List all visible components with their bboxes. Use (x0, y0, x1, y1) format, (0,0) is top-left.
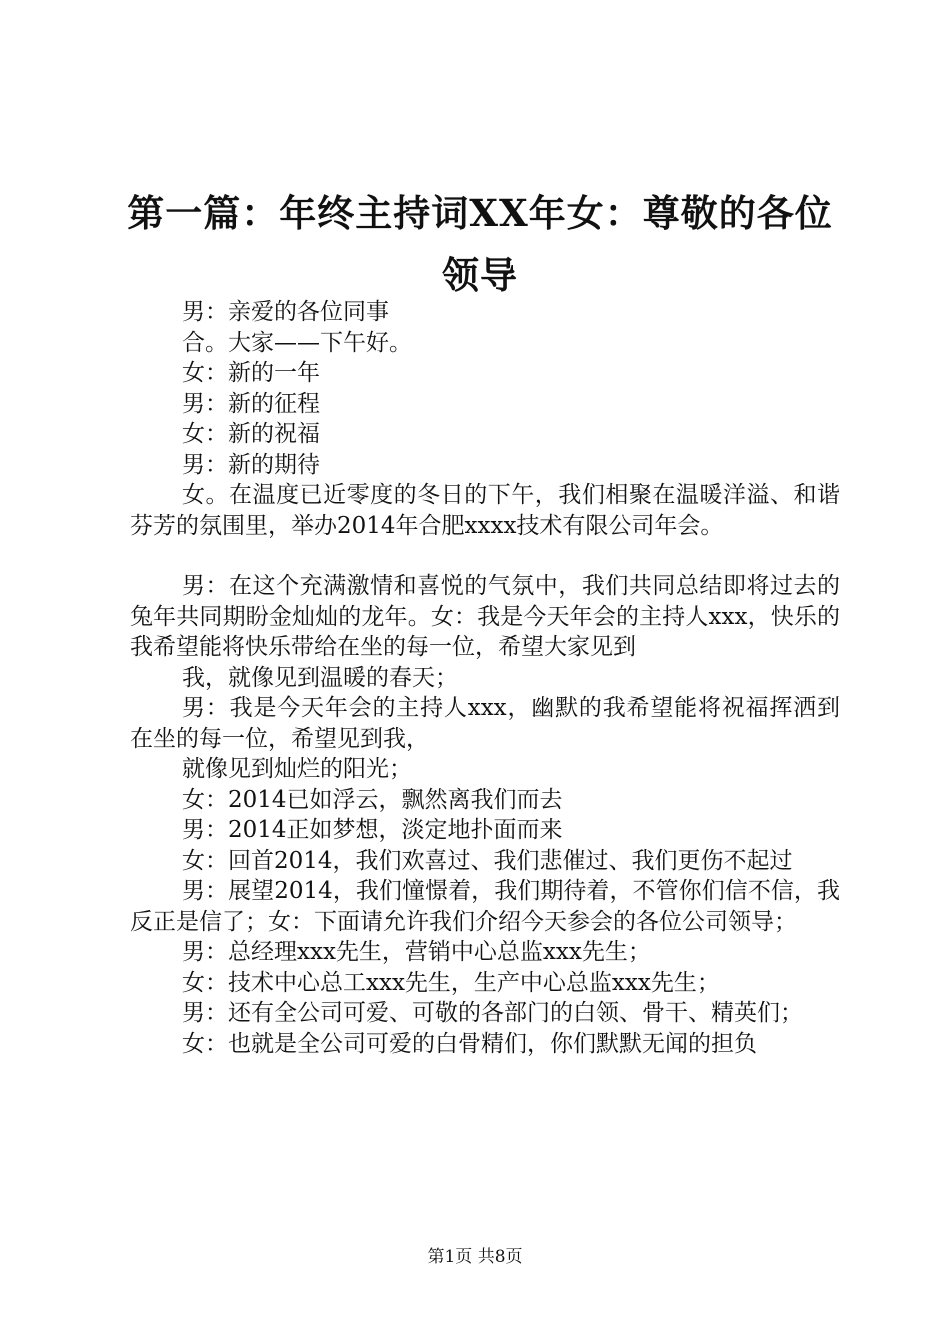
document-body (130, 297, 840, 1059)
paragraph: 就像见到灿烂的阳光； (182, 756, 412, 782)
paragraph: 女。在温度已近零度的冬日的下午，我们相聚在温暖洋溢、和谐芬芳的氛围里，举办2014年合肥xxxx技术有限公司年会。 (130, 482, 840, 539)
paragraph: 男：总经理xxx先生，营销中心总监xxx先生； (182, 939, 651, 965)
paragraph: 男：2014正如梦想，淡定地扑面而来 (182, 817, 563, 843)
paragraph: 女：新的一年 (182, 360, 320, 386)
paragraph: 男：在这个充满激情和喜悦的气氛中，我们共同总结即将过去的兔年共同期盼金灿灿的龙年。女：我是今天年会的主持人xxx，快乐的我希望能将快乐带给在坐的每一位，希望大家见到 (130, 573, 840, 660)
paragraph: 男：新的期待 (182, 451, 320, 478)
paragraph: 男：新的征程 (182, 390, 320, 417)
paragraph: 女：技术中心总工xxx先生，生产中心总监xxx先生； (182, 969, 720, 996)
paragraph: 男：亲爱的各位同事 (182, 299, 389, 325)
paragraph: 男：展望2014，我们憧憬着，我们期待着，不管你们信不信，我反正是信了；女：下面请允许我们介绍今天参会的各位公司领导； (130, 878, 840, 935)
paragraph: 女：新的祝福 (182, 421, 320, 447)
paragraph: 男：我是今天年会的主持人xxx，幽默的我希望能将祝福挥洒到在坐的每一位，希望见到我， (130, 695, 840, 752)
paragraph: 女：也就是全公司可爱的白骨精们，你们默默无闻的担负 (182, 1030, 757, 1057)
document-title: 第一篇：年终主持词XX年女：尊敬的各位领导 (127, 191, 833, 297)
paragraph: 我，就像见到温暖的春天； (182, 664, 458, 691)
page-footer: 第1页 共8页 (427, 1247, 523, 1267)
paragraph: 女：回首2014，我们欢喜过、我们悲催过、我们更伤不起过 (182, 847, 793, 874)
paragraph: 女：2014已如浮云，飘然离我们而去 (182, 786, 563, 813)
paragraph: 男：还有全公司可爱、可敬的各部门的白领、骨干、精英们； (182, 1000, 803, 1026)
paragraph: 合。大家——下午好。 (182, 329, 412, 356)
